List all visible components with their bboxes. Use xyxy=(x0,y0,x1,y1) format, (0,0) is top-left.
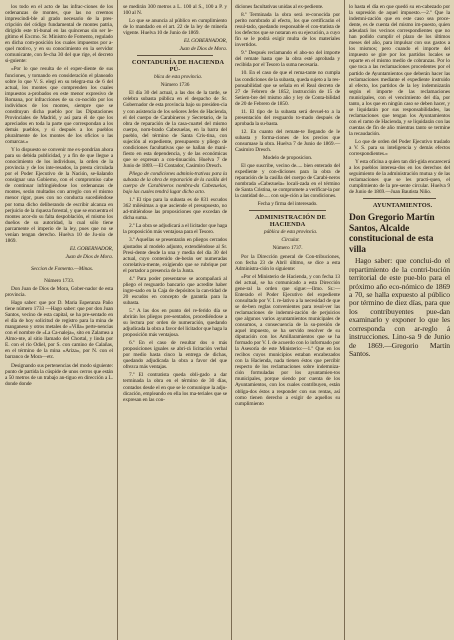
paragraph: diciones facultativas unidas al ex-pediente. xyxy=(235,4,324,10)
paragraph: Lo que de orden del Poder Ejecutivo traslado a V. S. para su inteligencia y demás efectos correspondientes.» xyxy=(349,139,450,158)
section-subheading: pública de esta provincia. xyxy=(263,229,318,236)
column-3 xyxy=(232,0,343,640)
paragraph: 5.º A las dos en punto del re-ferido día se abrirán los pliegos pre-sentados, procediéndose a su lectura por orden de numeración, quedando adjudicada la obra a favor del licitador que haga la proposición más ventajosa. xyxy=(123,307,227,339)
notice-body: Hago saber: que conclui-do el repartimiento de la contri-bución territorial de este pue-blo para el próximo año eco-nómico de 1869 a 70, se halla expuesto al público por término de diez días, para que los contribuyentes pue-dan examinarlo y exponer lo que les corresponda con ar-reglo á instrucciones. Lino-sa 9 de Junio de 1869.—Gregorio Martín Santos. xyxy=(349,256,450,358)
paragraph: Pliego de condiciones adminis-trativas para la subasta de la obra de reparación de la casilla del cuerpo de Carabineros nombra-da Cabezuelas, bajo las cuales tendrá lugar dicho acto. xyxy=(123,170,227,196)
paragraph: 9.º Después reclamando el abo-no del importe del remate hasta que la obra esté aprobada y recibida por el Tesoro la suma necesaria. xyxy=(235,50,340,69)
paragraph: El que suscribe, vecino de..... bien enterado del expediente y con-diciones para la obra de reparación de la casilla del cuerpo de Carabi-neros nombrada «Cabezuela» locali-zada en el término de Santa Cristina, se compromete a verificar-la por la cantidad de..... con suje-ción a las condiciones. xyxy=(235,163,340,200)
paragraph: Hago saber: que por D. Maria Esperanza Paño tiene número 1733 —Hago saber: que por don Juan Santos, vecino de esta capital, se ha pre-sentado en el día de hoy solicitud de registro para la mina de manganeso y otros metales de «Villa» perte-nencias con el nombre de «La Ca-naleja», sito en Zalamea a Almo-nte, al sitio llamado del Chortal, y linda por E. con el río Odiel, por S. con camino de Calañas, en el término de la mina «Ariza», por N. con el barranco de Mora—etc. xyxy=(5,300,113,361)
paragraph: Designando sus pertenencias del modo siguiente: punto de partida la cúspide de unos cerros que están a 50 metros de un trabajo an-tiguo en dirección a L. donde donde xyxy=(5,362,113,387)
section-rule xyxy=(137,55,213,56)
column-4 xyxy=(346,0,453,640)
paragraph: 3.º Aquellas se presentarán en pliegos cerrados ajustados al modelo adjunto, extendiéndose al Sr. Presi-dente desde la una y media del día 30 del actual, cuyo contenido de-berán ser numeradas correlativa-mente, exigiendo que se rubrique por el portador a presencia de la Junta. xyxy=(123,237,227,274)
centered-line: Número 1737. xyxy=(272,245,303,252)
paragraph: Por la Dirección general de Con-tribuciones, con fecha 23 de Abril último, se dice a esta Administra-ción lo siguiente: xyxy=(235,253,340,272)
paragraph: 11. El tipo de la subasta será devuel-to a la presentación del resguardo to-mado después de aprobada la su-basta. xyxy=(235,108,340,127)
centered-line: Modelo de proposicion. xyxy=(262,155,313,162)
section-heading: CONTADURÍA DE HACIENDA PÚ- xyxy=(131,59,225,74)
paragraph: Y esta oficina a quien tan diri-gida encarecerá a los pueblos interesa-dos en los derechos del seguimiento de la administración mutua y de las reclamaciones que se les practi-quen, el cumplimiento de la pre-sente circular. Huelva 9 de Junio de 1869.—Juan Bautista Niño. xyxy=(349,159,450,196)
centered-line: Fecha y firma del interesado. xyxy=(257,201,318,208)
paragraph: 4.º Para poder presentarse se acompañará al pliego el resguardo bancario que acredite haber ingre-sado en la Caja de depósitos la can-tidad de 20 escudos en concepto de garantía para la subasta. xyxy=(123,275,227,306)
paragraph: Y lo dispuesto se convenir me ex-pondrían ahora para su debida publicidad, y a fin de que llegue a conocimiento de los individuos, la orden de la provincia y de los inte-resados, la presta circulada por el Poder Ejecutivo de la Nación, se-ñalando consignar una Gobierno, con el compromiso cabe de continuar infringiéndose los ordenanzas de montes, serán multados con arreglo con el mismo menor rigor, pues con no conducta sucediéndose por toma dicho deliberando de escribir alcanza en perjuicio de la riqueza forestal, y que se encuentra el montes acor-do su falta despoblación, el mismo los dueños de su autoridad, la cual sólo tiene parcamente el imperio de la ley, pues que no se venían tengan derecho. Huelva 10 de Ju-nio de 1869. xyxy=(5,147,113,244)
section-subheading: blica de esta provincia. xyxy=(153,74,202,81)
signature-line: Juan de Dios de Mora. xyxy=(65,253,113,260)
section-subheading: Seccion de Fomento.—Minas. xyxy=(30,265,94,272)
paragraph: Lo que se anuncia al público en cumplimiento de lo mandado en el art. 22 de la ley de minería vigente. Huelva 10 de Junio de 1869. xyxy=(123,18,227,37)
paragraph: 7.º El contratista queda obli-gado a dar terminada la obra en el término de 30 días, contados desde el en que se le comunique la adju-dicación, empleando en ella los ma-teriales que se expresan en las con- xyxy=(123,372,227,403)
section-heading: ADMINISTRACIÓN DE HACIENDA xyxy=(255,214,326,229)
paragraph: 6.º En el caso de resultar dos o más proposiciones iguales se abri-rá licitación verbal por medio hasta cinco la entrega de dichas, quedando adjudicada la obra a favor del que ofrezca más ventajas. xyxy=(123,340,227,371)
paragraph: se medirán 300 metros a L. 100 al S., 100 a P. y 100 al N. xyxy=(123,4,227,17)
centered-line: Número 1736 xyxy=(160,82,190,89)
signature-line: EL GOBERNADOR, xyxy=(183,38,227,45)
signature-line: Juan de Dios de Mora. xyxy=(179,46,227,53)
centered-line: Número 1733. xyxy=(44,277,74,284)
paragraph: 1.º El tipo para la subasta es de 831 escudos 362 milésimas a que asciende el presupuesto, no ad-mitiéndose las proposiciones que excedan de dicha suma. xyxy=(123,197,227,222)
paragraph: 8.º Terminada la obra será re-conocida por perito nombrado al efecto, los que certificarán el resul-tado, quedando responsable el con-tratista de los defectos que se notaran en su ejecución, a cuyo fin se le podrá exigir multa de los materiales invertidos. xyxy=(235,12,340,49)
section-rule xyxy=(249,210,326,211)
paragraph: El día 30 del actual, a las dos de la tarde, se celebra subasta pública en el despacho de Sr. Gobernador de esta provincia bajo su presiden-cia y con asistencia de los señores Jefes de Hacienda, el del cuerpo de Carabineros y Secretario, de la obra de reparación de la casa-cuartel del mismo cuerpo, nom-brado Cabezuelas, en la barra del pueblo, del término de Santa Cris-tina, con sujeción al expediente, presupuesto y pliego de condiciones facultativas que se hallan de mani-fiesto en esta dependencia, y de las económicas que se expresan a con-tinuación. Huelva 7 de Junio de 1869.—El Contador, Casimiro Dresch. xyxy=(123,90,227,169)
paragraph: «Por lo que resulta de el exper-diente de sus funciones, y tomando en consideración el planeado sobre lo que V. S. elegí en su telegra-ma de 6 del actual, los montes que comprenden los cuales impuestos a-probados en este menor expresivo de Romana, por infracciones de su co-nocido por los individuos de los montes, siempre que se constituyan dicha pueblo por las Diputaciones Provinciales de Madrid, y así para él de que los apreciados en toda la parte que correspondan a los demás pueblos, y si después a los pueblos pluralmente de los montes de los oficios o las comarcas.» xyxy=(5,66,113,146)
paragraph: los todo en el acto de las infrac-ciones de los ordenanzas de montes, que las no creemos imprescindi-ble al grado necesario de la pres-cripción del código fundamental de montes patria, dirigido este tri-bunal en las quincenas sin ser le-gítimo el Excmo. Sr. Ministro de Fomento, regulado en dicha com-posición los cuales impuestos por a-quel motivo, y en su conocimiento en la servidor comunicante, con fe-cha 30 del que rige, el decreto si-guiente: xyxy=(5,4,113,65)
paragraph: 12. En cuanto del remate-te llegando de le subasta y forma-ciones de los precios que consumase la obra. Huelva 7 de Junio de 1869.—Casimiro Dresch. xyxy=(235,128,340,154)
paragraph: 2.º La obra se adjudicará a el licitador que haga la proposición más ventajosa para el Tesoro. xyxy=(123,223,227,236)
section-rule xyxy=(363,198,436,199)
column-divider xyxy=(344,0,345,640)
paragraph: Don Juan de Dios de Mora, Gober-nador de esta provincia. xyxy=(5,285,113,299)
paragraph: lo hasta el día en que quedó su en-cabezado por la supresión de aquel impuesto.—2.º Que la indemni-zación que en este caso sea proce-dente, es de cuenta del mismo im-puesto, quien adeudará los vecinos correspondientes que no han podido cumplir el plazo de los últimos meses del año, para impulsar con sus gastos a los mismos; pero cuando el importe del impuesto se gire por los partidos locales se reparte en el mismo medio de cobranzas. Por lo que toca a las reclamaciones procedentes por el partido de Ayuntamientos que deberán hacer las reclamaciones mediante el expediente instruido al efecto, los partidos de la ley indemnizarán según el importe de las reclamaciones municipales, con el vencimiento del día, por tanto, a los que en ningún caso se deben hacer, y se liquidarán por sus responsabilidades, las reclamaciones que tengan los Ayuntamientos con el ramo de Hacienda, y se liquidarán con las cuentas de fin de año mientras tanto se termine la recaudación. xyxy=(349,4,450,137)
column-1 xyxy=(2,0,116,640)
column-divider xyxy=(117,0,118,640)
notice-title: Don Gregorio Martín Santos, Alcalde constitucional de esta villa xyxy=(349,213,435,255)
section-heading: AYUNTAMIENTOS. xyxy=(372,202,433,210)
column-2 xyxy=(120,0,230,640)
paragraph: «Por el Ministerio de Hacienda, y con fecha 13 del actual, se ha comunicado a esta Dirección gene-ral la orden que sigue:—Ilmo. Sr.:—Enterado el Poder Ejecutivo del expediente consultado por V. I. re-lativo a la necesidad de que se de-ben reglas convenientes para resol-ver las reclamaciones de indemni-zación de perjuicios que algunos varios ayuntamientos municipales de consumos, a consecuencia de la su-presión de aquel impuesto, se ha servido resolver de su diputación con los Amillaramientos que se ha formado por V. I. de acuerdo con lo informado por la Asesoría de este Ministerio:—1.º Que en los recibos cuyos municipios estaban encabezados con la Hacienda, nada tienen éstos que percibir respecto de los reclamaciones sobre indemniza-ción formuladas por los ayuntamien-tos municipales, porque siendo por cuenta de los Ayuntamientos, con los cuales contribuyen, están obliga-dos éstos a responder con sus rentas, así como tienen derecho a exigir de aquellos su cumplimiento xyxy=(235,273,340,407)
section-subheading: Circular. xyxy=(281,237,300,244)
paragraph: 10. En el caso de que el rema-tante no cumpla las condiciones de la subasta, queda sujeto a la res-ponsabilidad que se señala en el Real decreto de 27 de Febrero de 1852, instrucción de 15 de Setiem-bre del mismo año y ley de Conta-bilidad de 20 de Febrero de 1850. xyxy=(235,70,340,107)
signature-line: EL GOBERNADOR, xyxy=(69,245,113,252)
